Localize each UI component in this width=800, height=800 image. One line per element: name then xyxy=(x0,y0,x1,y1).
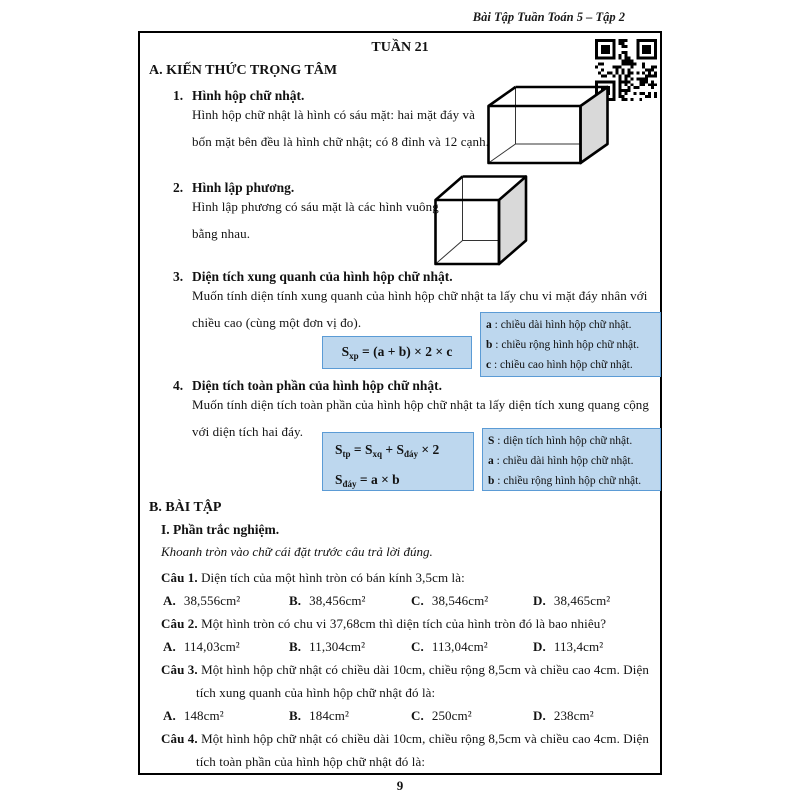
option-b: B. 184cm² xyxy=(289,708,350,723)
question-2-text: Một hình tròn có chu vi 37,68cm thì diện tích của hình tròn đó là bao nhiêu? xyxy=(197,616,607,631)
option-d: D. 113,4cm² xyxy=(533,639,604,654)
item-4-title-text: Diện tích toàn phần của hình hộp chữ nhật. xyxy=(192,378,443,393)
text-line: bốn mặt bên đều là hình chữ nhật; có 8 đỉnh và 12 cạnh. xyxy=(192,134,490,149)
question-2-options xyxy=(161,635,657,658)
question-3-line2: tích xung quanh của hình hộp chữ nhật đó là: xyxy=(196,685,436,700)
option-a: A. 148cm² xyxy=(163,708,224,723)
item-1-body xyxy=(192,101,489,155)
question-4-text: Một hình hộp chữ nhật có chiều dài 10cm, chiều rộng 8,5cm và chiều cao 4cm. Diện xyxy=(197,731,649,746)
section-b-heading: B. BÀI TẬP xyxy=(149,500,222,515)
item-3-number: 3. xyxy=(173,269,184,284)
item-1-title-text: Hình hộp chữ nhật. xyxy=(192,88,305,103)
option-a: A. 38,556cm² xyxy=(163,593,241,608)
section-a-heading: A. KIẾN THỨC TRỌNG TÂM xyxy=(149,63,338,78)
legend-row: b : chiều rộng hình hộp chữ nhật. xyxy=(486,339,640,351)
part-i-heading: I. Phần trắc nghiệm. xyxy=(161,522,280,537)
formula-stp-line2: $S_{đáy} = a \times b$ xyxy=(335,472,400,489)
text-line: Hình lập phương có sáu mặt là các hình vuông xyxy=(192,199,439,214)
option-b: B. 38,456cm² xyxy=(289,593,366,608)
question-3-label: Câu 3. xyxy=(161,662,198,677)
option-d: D. 238cm² xyxy=(533,708,594,723)
option-c: C. 38,546cm² xyxy=(411,593,489,608)
text-line: Hình hộp chữ nhật là hình có sáu mặt: hai mặt đáy và xyxy=(192,107,476,122)
option-c: C. 250cm² xyxy=(411,708,472,723)
question-3-options xyxy=(161,704,657,727)
formula-sxq: $S_{xp} = (a + b) \times 2 \times c$ xyxy=(341,344,453,361)
text-line: Muốn tính diện tính xung quanh của hình hộp chữ nhật ta lấy chu vi mặt đáy nhân với xyxy=(192,288,648,303)
question-4-line1 xyxy=(161,727,657,750)
legend-box-1 xyxy=(480,312,661,377)
item-2-body xyxy=(192,193,439,247)
question-2-label: Câu 2. xyxy=(161,616,198,631)
question-1 xyxy=(161,566,657,589)
questions-list xyxy=(161,566,657,773)
rectangular-box-diagram xyxy=(487,85,609,165)
question-1-options xyxy=(161,589,657,612)
item-2-number: 2. xyxy=(173,180,184,195)
page-frame xyxy=(138,31,662,775)
booklet-title: Bài Tập Tuần Toán 5 – Tập 2 xyxy=(472,10,625,24)
legend-row: b : chiều rộng hình hộp chữ nhật. xyxy=(488,475,642,487)
legend-row: a : chiều dài hình hộp chữ nhật. xyxy=(486,319,632,331)
question-1-text: Diện tích của một hình tròn có bán kính 3,5cm là: xyxy=(197,570,465,585)
question-2 xyxy=(161,612,657,635)
week-title: TUẦN 21 xyxy=(371,40,429,55)
page-number: 9 xyxy=(396,778,404,793)
option-a: A. 114,03cm² xyxy=(163,639,240,654)
formula-stp-line1: $S_{tp} = S_{xq} + S_{đáy} \times 2$ xyxy=(335,442,440,459)
formula-stp-box xyxy=(322,432,474,491)
item-3-title-text: Diện tích xung quanh của hình hộp chữ nhật. xyxy=(192,269,453,284)
legend-box-2 xyxy=(482,428,661,491)
item-1-number: 1. xyxy=(173,88,184,103)
formula-subscript: xp xyxy=(349,351,359,361)
instruction-text: Khoanh tròn vào chữ cái đặt trước câu trả lời đúng. xyxy=(161,544,433,559)
text-line: bằng nhau. xyxy=(192,226,251,241)
question-4-line2: tích toàn phần của hình hộp chữ nhật đó là: xyxy=(196,754,426,769)
text-line: chiều cao (cùng một đơn vị đo). xyxy=(192,315,362,330)
legend-row: c : chiều cao hình hộp chữ nhật. xyxy=(486,359,633,371)
question-3-line1 xyxy=(161,658,657,681)
option-b: B. 11,304cm² xyxy=(289,639,366,654)
cube-diagram xyxy=(434,174,548,266)
formula-sxq-box xyxy=(322,336,472,369)
item-2-title-text: Hình lập phương. xyxy=(192,180,295,195)
text-line: với diện tích hai đáy. xyxy=(192,424,304,439)
text-line: Muốn tính diện tích toàn phần của hình hộp chữ nhật ta lấy diện tích xung quang cộng xyxy=(192,397,649,412)
question-1-label: Câu 1. xyxy=(161,570,198,585)
item-4-number: 4. xyxy=(173,378,184,393)
legend-row: S : diện tích hình hộp chữ nhật. xyxy=(488,435,633,447)
legend-row: a : chiều dài hình hộp chữ nhật. xyxy=(488,455,634,467)
question-4-label: Câu 4. xyxy=(161,731,198,746)
question-3-text: Một hình hộp chữ nhật có chiều dài 10cm, chiều rộng 8,5cm và chiều cao 4cm. Diện xyxy=(197,662,649,677)
option-d: D. 38,465cm² xyxy=(533,593,611,608)
option-c: C. 113,04cm² xyxy=(411,639,488,654)
